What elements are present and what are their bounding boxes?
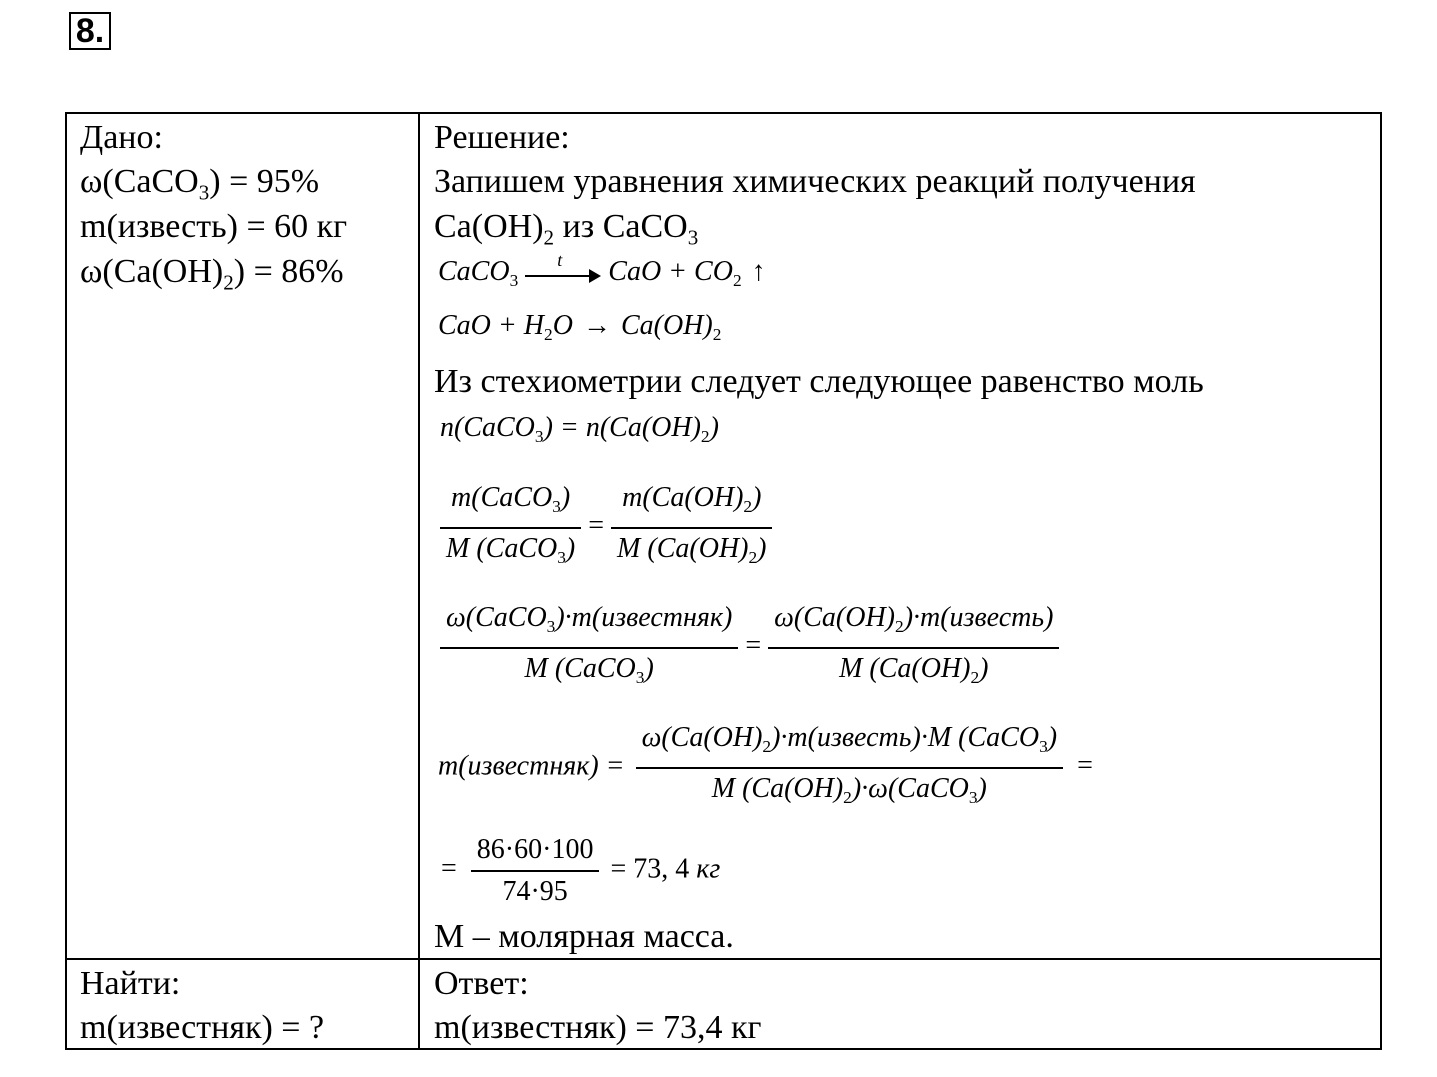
fraction: $\frac{86\cdot 60\cdot 100}{74\cdot 95}$ xyxy=(471,830,600,912)
table-column-divider xyxy=(418,112,420,1050)
stoichiometry-text: Из стехиометрии следует следующее равенство моль xyxy=(434,363,1204,400)
given-line-caco3: ω(CaCO$_3$) = 95% xyxy=(80,163,320,205)
find-header: Найти: xyxy=(80,965,181,1002)
reaction-2: CaO + $H_2O \to Ca(OH)_2$ xyxy=(438,310,722,345)
given-line-lime-mass: m(известь) = 60 кг xyxy=(80,208,348,245)
equation-final-formula: m(известняк) = $\frac{\omega(Ca(OH)_2)\cdot m(известь)\cdot M (CaCO_3)}{M (Ca(OH)_2)\cdot\omega(CaCO_3)}$ = xyxy=(438,718,1096,818)
equation-numeric: = $\frac{86\cdot 60\cdot 100}{74\cdot 95}$ = 73, 4 кг xyxy=(438,830,720,912)
fraction: $\frac{\omega(CaCO_3)\cdot m(известняк)}{M (CaCO_3)}$ xyxy=(440,598,738,698)
answer-line: m(известняк) = 73,4 кг xyxy=(434,1009,762,1046)
table-border-top xyxy=(65,112,1382,114)
heat-arrow-icon: t xyxy=(525,260,601,288)
given-line-caoh2: $\omega(Ca(OH)_2) = 86\%$ xyxy=(80,253,344,295)
table-border-bottom xyxy=(65,1048,1382,1050)
molar-mass-note: M – молярная масса. xyxy=(434,918,734,955)
fraction: $\frac{m(Ca(OH)_2)}{M (Ca(OH)_2)}$ xyxy=(611,478,772,578)
solution-intro-1: Запишем уравнения химических реакций получения xyxy=(434,163,1196,200)
equation-mass-ratio: $\frac{m(CaCO_3)}{M (CaCO_3)}$ = $\frac{m(Ca(OH)_2)}{M (Ca(OH)_2)}$ xyxy=(436,478,776,578)
equation-moles: n(CaCO$_3$) = $n(Ca(OH)_2)$ xyxy=(440,412,719,447)
fraction: $\frac{\omega(Ca(OH)_2)\cdot m(известь)\cdot M (CaCO_3)}{M (Ca(OH)_2)\cdot\omega(CaCO_3)}$ xyxy=(636,718,1064,818)
given-header: Дано: xyxy=(80,119,163,156)
answer-header: Ответ: xyxy=(434,965,529,1002)
table-border-left xyxy=(65,112,67,1050)
reaction-1: CaCO$_3$ t CaO + $CO_2$ ↑ xyxy=(438,249,766,291)
find-line: m(известняк) = ? xyxy=(80,1009,325,1046)
equation-omega-ratio: $\frac{\omega(CaCO_3)\cdot m(известняк)}{M (CaCO_3)}$ = $\frac{\omega(Ca(OH)_2)\cdot m(известь)}{M (Ca(OH)_2)}$ xyxy=(436,598,1063,698)
fraction: $\frac{m(CaCO_3)}{M (CaCO_3)}$ xyxy=(440,478,581,578)
solution-header: Решение: xyxy=(434,119,570,156)
table-row-divider xyxy=(65,958,1382,960)
gas-arrow-icon: ↑ xyxy=(751,256,766,287)
solution-intro-2: $Ca(OH)_2$ из CaCO$_3$ xyxy=(434,208,699,250)
fraction: $\frac{\omega(Ca(OH)_2)\cdot m(известь)}{M (Ca(OH)_2)}$ xyxy=(768,598,1059,698)
table-border-right xyxy=(1380,112,1382,1050)
problem-number: 8. xyxy=(69,12,111,50)
reaction-arrow-icon: → xyxy=(582,310,611,341)
